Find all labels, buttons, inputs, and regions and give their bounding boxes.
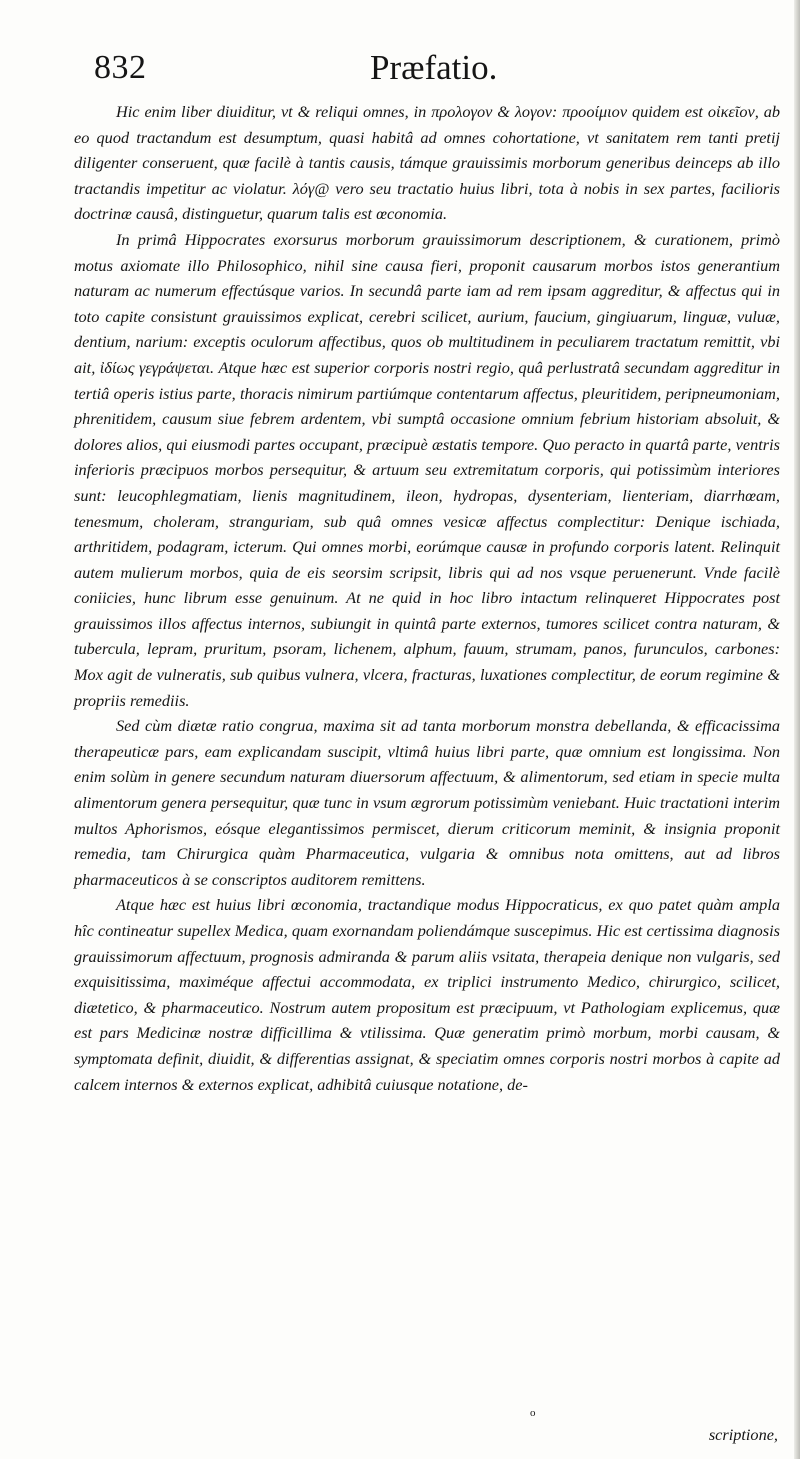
running-title: Præfatio.	[370, 48, 498, 87]
page-number: 832	[94, 49, 147, 86]
paragraph: Hic enim liber diuiditur, vt & reliqui omnes, in προλογον & λογον: προοίμιον quidem est οἰκεῖον, ab eo quod tractandum est desumptum, quasi habitâ ad omnes cohortatione, vt sanitatem rem tanti pretij diligenter conseruent, quæ facilè à tantis causis, támque grauissimis morborum generibus deinceps ab illo tractandis impetitur ac violatur. λόγ@ vero seu tractatio huius libri, tota à nobis in sex partes, facilioris doctrinæ causâ, distinguetur, quarum talis est œconomia.	[74, 102, 780, 224]
body-text	[74, 99, 780, 1097]
signature-mark: o	[530, 1407, 536, 1419]
paragraph: Atque hæc est huius libri œconomia, tractandique modus Hippocraticus, ex quo patet quàm ampla hîc contineatur supellex Medica, quam exornandam poliendámque suscepimus. Hic est certissima diagnosis grauissimorum affectuum, prognosis admiranda & parum aliis vsitata, therapeia denique non vulgaris, sed exquisitissima, maximéque affectui accommodata, ex triplici instrumento Medico, chirurgico, scilicet, diætetico, & pharmaceutico. Nostrum autem propositum est præcipuum, vt Pathologiam explicemus, quæ est pars Medicinæ nostræ difficillima & vtilissima. Quæ generatim primò morbum, morbi causam, & symptomata definit, diuidit, & differentias assignat, & speciatim omnes corporis nostri morbos à capite ad calcem internos & externos explicat, adhibitâ cuiusque notatione, de-	[74, 895, 780, 1094]
catchword: scriptione,	[708, 1425, 778, 1444]
paragraph: Sed cùm diætæ ratio congrua, maxima sit ad tanta morborum monstra debellanda, & efficacissima therapeuticæ pars, eam explicandam suscipit, vltimâ huius libri parte, quæ omnium est longissima. Non enim solùm in genere secundum naturam diuersorum affectuum, & alimentorum, sed etiam in specie multa alimentorum genera persequitur, quæ tunc in vsum ægrorum potissimùm veniebant. Huic tractationi interim multos Aphorismos, eósque elegantissimos permiscet, dierum criticorum meminit, & insignia proponit remedia, tam Chirurgica quàm Pharmaceutica, vulgaria & omnibus nota omittens, aut ad libros pharmaceuticos à se conscriptos auditorem remittens.	[74, 716, 780, 889]
paragraph: In primâ Hippocrates exorsurus morborum grauissimorum descriptionem, & curationem, primò motus axiomate illo Philosophico, nihil sine causa fieri, proponit causarum morbos istos generantium naturam ac numerum effectúsque varios. In secundâ parte iam ad rem ipsam aggreditur, & affectus qui in toto capite consistunt grauissimos explicat, cerebri scilicet, aurium, faucium, gingiuarum, linguæ, vuluæ, dentium, narium: exceptis oculorum affectibus, quos ob multitudinem in peculiarem tractatum remittit, vbi ait, ἰδίως γεγράψεται. Atque hæc est superior corporis nostri regio, quâ perlustratâ secundam aggreditur in tertiâ operis istius parte, thoracis nimirum partiúmque contentarum affectus, pleuritidem, peripneumoniam, phrenitidem, causum siue febrem ardentem, vbi sumptâ occasione omnium febrium historiam absoluit, & dolores alios, qui eiusmodi partes occupant, præcipuè æstatis tempore. Quo peracto in quartâ parte, ventris inferioris præcipuos morbos persequitur, & artuum seu extremitatum corporis, qui potissimùm interiores sunt: leucophlegmatiam, lienis magnitudinem, ileon, hydropas, dysenteriam, lienteriam, diarrhœam, tenesmum, choleram, stranguriam, sub quâ omnes vesicæ affectus complectitur: Denique ischiada, arthritidem, podagram, icterum. Qui omnes morbi, eorúmque causæ in profundo corporis latent. Relinquit autem mulierum morbos, quia de eis seorsim scripsit, libris qui ad nos vsque peruenerunt. Vnde facilè coniicies, hunc librum esse genuinum. At ne quid in hoc libro intactum relinqueret Hippocrates post grauissimos illos affectus internos, subiungit in quintâ parte externos, tumores scilicet contra naturam, & tubercula, lepram, pruritum, psoram, lichenem, alphum, fauum, strumam, panos, furunculos, carbones: Mox agit de vulneratis, sub quibus vulnera, vlcera, fracturas, luxationes complectitur, de eorum regimine & propriis remediis.	[74, 229, 780, 710]
page-edge-shadow	[794, 0, 800, 1459]
page-header	[94, 44, 734, 92]
